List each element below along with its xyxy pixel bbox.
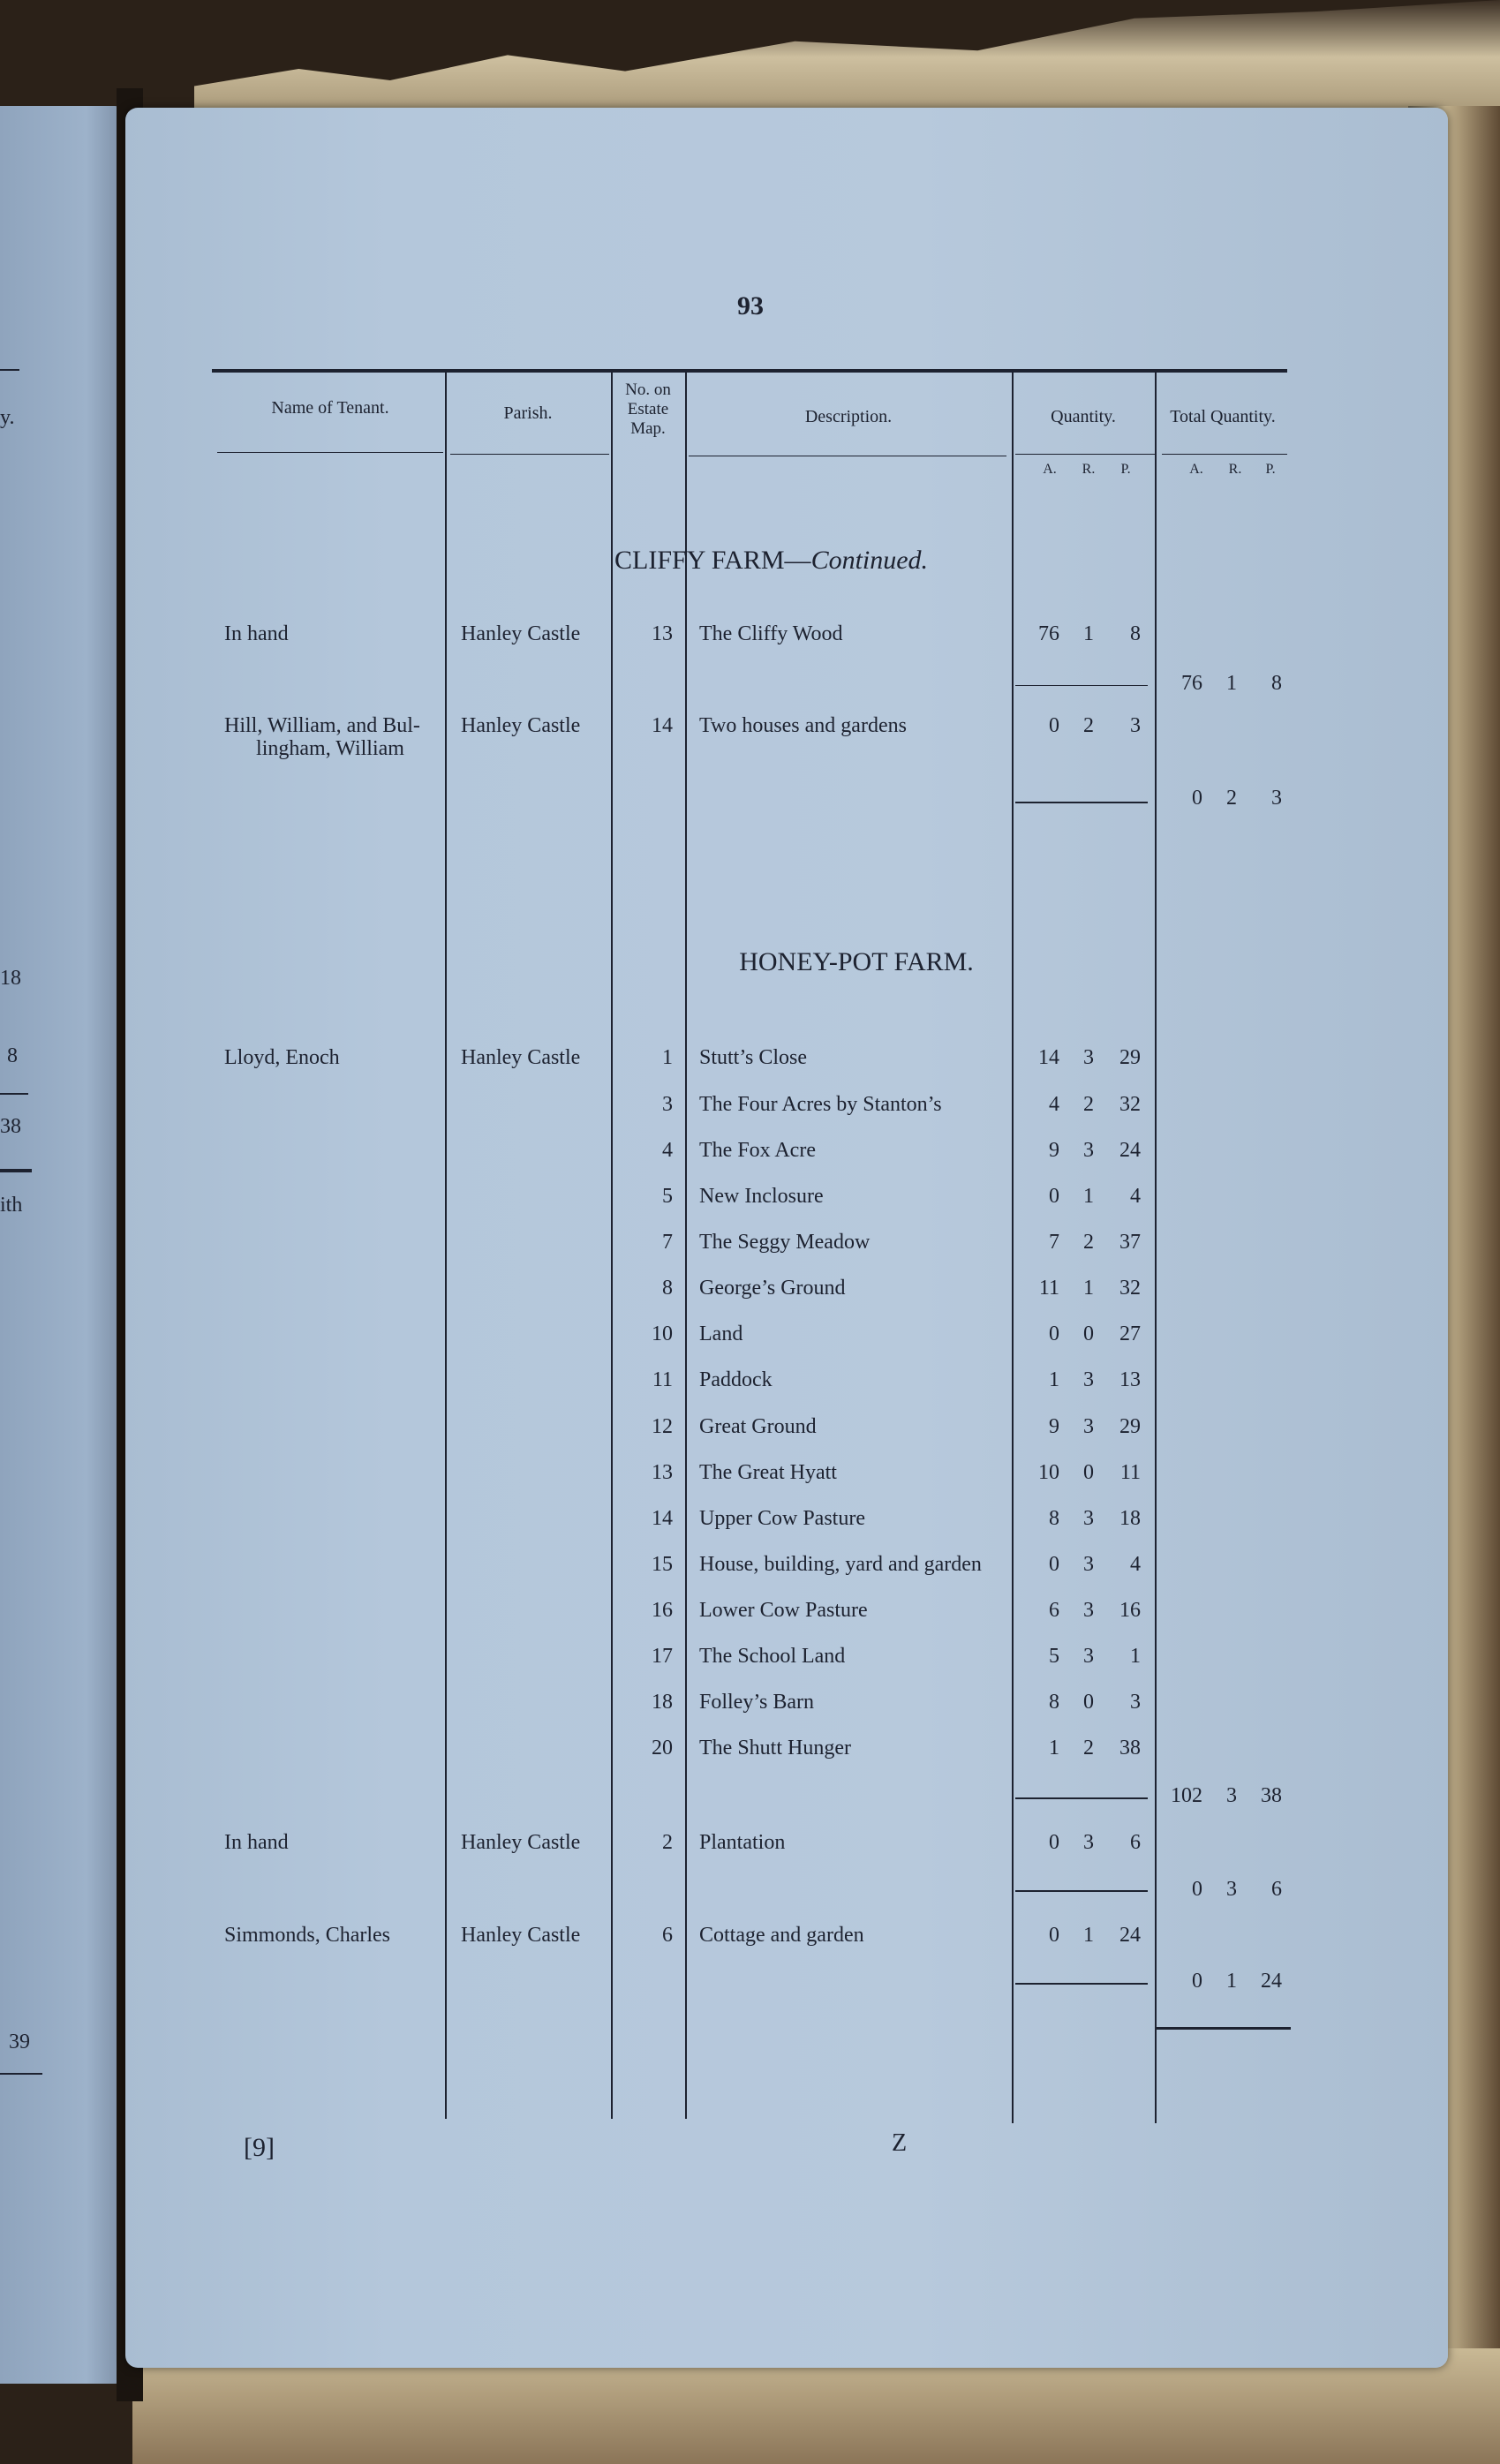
left-page: [0, 106, 124, 2384]
quantity-roods: 3: [1083, 1831, 1094, 1854]
estate-map-number: 6: [662, 1924, 673, 1947]
estate-map-number: 10: [652, 1322, 673, 1345]
header-roods: R.: [1082, 462, 1096, 477]
total-roods: 1: [1226, 672, 1237, 695]
estate-map-number: 20: [652, 1737, 673, 1759]
estate-map-number: 12: [652, 1415, 673, 1438]
total-acres: 0: [1192, 787, 1202, 810]
quantity-acres: 0: [1049, 714, 1059, 737]
quantity-acres: 14: [1038, 1046, 1059, 1069]
total-perches: 6: [1271, 1878, 1282, 1901]
tenant-name: In hand: [224, 622, 289, 645]
tenant-name: Simmonds, Charles: [224, 1924, 391, 1947]
header-underline: [1162, 454, 1287, 455]
header-acres: A.: [1043, 462, 1057, 477]
quantity-roods: 2: [1083, 1093, 1094, 1116]
header-map-no: Map.: [630, 419, 666, 438]
tenant-name: In hand: [224, 1831, 289, 1854]
quantity-perches: 16: [1119, 1599, 1141, 1622]
parcel-description: The Shutt Hunger: [699, 1737, 851, 1759]
parcel-description: George’s Ground: [699, 1277, 846, 1300]
tenant-name: Hill, William, and Bul-: [224, 714, 420, 737]
quantity-roods: 3: [1083, 1046, 1094, 1069]
parcel-description: Lower Cow Pasture: [699, 1599, 868, 1622]
header-roods: R.: [1228, 462, 1242, 477]
header-underline: [1015, 454, 1155, 455]
quantity-acres: 9: [1049, 1139, 1059, 1162]
parish-name: Hanley Castle: [461, 714, 581, 737]
quantity-perches: 32: [1119, 1277, 1141, 1300]
total-acres: 0: [1192, 1970, 1202, 1993]
subtotal-rule: [1015, 1983, 1148, 1985]
total-acres: 76: [1181, 672, 1202, 695]
left-page-fragment: 39: [9, 2031, 30, 2053]
parish-name: Hanley Castle: [461, 622, 581, 645]
parcel-description: Two houses and gardens: [699, 714, 907, 737]
quantity-roods: 3: [1083, 1645, 1094, 1668]
quantity-acres: 0: [1049, 1924, 1059, 1947]
total-perches: 38: [1261, 1784, 1282, 1807]
quantity-perches: 32: [1119, 1093, 1141, 1116]
parish-name: Hanley Castle: [461, 1831, 581, 1854]
subtotal-rule: [1015, 1890, 1148, 1892]
quantity-acres: 0: [1049, 1831, 1059, 1854]
quantity-perches: 3: [1130, 714, 1141, 737]
quantity-acres: 7: [1049, 1231, 1059, 1254]
quantity-perches: 37: [1119, 1231, 1141, 1254]
estate-map-number: 13: [652, 1461, 673, 1484]
left-page-fragment: y.: [0, 406, 15, 429]
parcel-description: Cottage and garden: [699, 1924, 864, 1947]
estate-map-number: 16: [652, 1599, 673, 1622]
header-map-no: Estate: [627, 400, 669, 418]
quantity-roods: 0: [1083, 1322, 1094, 1345]
estate-map-number: 2: [662, 1831, 673, 1854]
quantity-acres: 76: [1038, 622, 1059, 645]
quantity-perches: 4: [1130, 1553, 1141, 1576]
parcel-description: Paddock: [699, 1368, 773, 1391]
quantity-roods: 0: [1083, 1461, 1094, 1484]
quantity-roods: 3: [1083, 1507, 1094, 1530]
subtotal-rule: [1015, 802, 1148, 803]
quantity-roods: 3: [1083, 1599, 1094, 1622]
parcel-description: Upper Cow Pasture: [699, 1507, 865, 1530]
column-rule: [445, 371, 447, 2119]
quantity-perches: 18: [1119, 1507, 1141, 1530]
quantity-perches: 24: [1119, 1924, 1141, 1947]
quantity-perches: 3: [1130, 1691, 1141, 1714]
total-roods: 3: [1226, 1878, 1237, 1901]
header-parish: Parish.: [503, 403, 553, 423]
parcel-description: The Seggy Meadow: [699, 1231, 871, 1254]
quantity-acres: 10: [1038, 1461, 1059, 1484]
total-acres: 102: [1171, 1784, 1202, 1807]
quantity-roods: 3: [1083, 1139, 1094, 1162]
header-total-quantity: Total Quantity.: [1170, 407, 1276, 426]
parcel-description: New Inclosure: [699, 1185, 824, 1208]
quantity-acres: 8: [1049, 1507, 1059, 1530]
tenant-name: Lloyd, Enoch: [224, 1046, 340, 1069]
header-quantity: Quantity.: [1051, 407, 1116, 426]
quantity-perches: 29: [1119, 1415, 1141, 1438]
left-page-fragment: 8: [7, 1044, 18, 1067]
quantity-roods: 1: [1083, 1185, 1094, 1208]
quantity-acres: 8: [1049, 1691, 1059, 1714]
quantity-roods: 1: [1083, 1277, 1094, 1300]
quantity-perches: 11: [1119, 1461, 1141, 1484]
header-perches: P.: [1265, 462, 1276, 477]
quantity-roods: 3: [1083, 1368, 1094, 1391]
total-roods: 2: [1226, 787, 1237, 810]
quantity-acres: 5: [1049, 1645, 1059, 1668]
header-acres: A.: [1189, 462, 1203, 477]
quantity-acres: 0: [1049, 1553, 1059, 1576]
header-underline: [217, 452, 443, 453]
quantity-roods: 2: [1083, 1737, 1094, 1759]
subtotal-rule: [1015, 1797, 1148, 1799]
parcel-description: Plantation: [699, 1831, 786, 1854]
quantity-roods: 3: [1083, 1415, 1094, 1438]
quantity-acres: 0: [1049, 1185, 1059, 1208]
quantity-roods: 3: [1083, 1553, 1094, 1576]
signature-mark: [9]: [244, 2133, 275, 2162]
parish-name: Hanley Castle: [461, 1924, 581, 1947]
column-rule: [685, 371, 687, 2119]
estate-map-number: 3: [662, 1093, 673, 1116]
parcel-description: The Cliffy Wood: [699, 622, 843, 645]
estate-map-number: 5: [662, 1185, 673, 1208]
left-page-fragment: 18: [0, 967, 21, 990]
parcel-description: The Fox Acre: [699, 1139, 816, 1162]
estate-map-number: 8: [662, 1277, 673, 1300]
header-perches: P.: [1120, 462, 1131, 477]
estate-map-number: 17: [652, 1645, 673, 1668]
quantity-perches: 8: [1130, 622, 1141, 645]
parish-name: Hanley Castle: [461, 1046, 581, 1069]
subtotal-rule: [1015, 685, 1148, 686]
left-page-fragment: 38: [0, 1115, 21, 1138]
header-map-no: No. on: [625, 381, 671, 399]
estate-map-number: 15: [652, 1553, 673, 1576]
left-page-fragment: ith: [0, 1194, 23, 1217]
estate-map-number: 18: [652, 1691, 673, 1714]
quantity-perches: 13: [1119, 1368, 1141, 1391]
parcel-description: The Great Hyatt: [699, 1461, 837, 1484]
quantity-acres: 1: [1049, 1737, 1059, 1759]
quantity-perches: 27: [1119, 1322, 1141, 1345]
column-rule: [1155, 371, 1157, 2123]
quantity-roods: 2: [1083, 714, 1094, 737]
quantity-perches: 38: [1119, 1737, 1141, 1759]
table-top-rule: [212, 369, 1287, 373]
parcel-description: Land: [699, 1322, 743, 1345]
total-perches: 24: [1261, 1970, 1282, 1993]
section-title-honey-pot-farm: HONEY-POT FARM.: [739, 947, 974, 976]
quantity-roods: 1: [1083, 1924, 1094, 1947]
total-roods: 1: [1226, 1970, 1237, 1993]
parcel-description: Folley’s Barn: [699, 1691, 814, 1714]
total-perches: 3: [1271, 787, 1282, 810]
quantity-acres: 1: [1049, 1368, 1059, 1391]
estate-map-number: 11: [652, 1368, 673, 1391]
final-rule: [1157, 2027, 1291, 2030]
parcel-description: Great Ground: [699, 1415, 817, 1438]
total-acres: 0: [1192, 1878, 1202, 1901]
tenant-name: lingham, William: [256, 737, 404, 760]
quantity-perches: 4: [1130, 1185, 1141, 1208]
parcel-description: Stutt’s Close: [699, 1046, 808, 1069]
quantity-perches: 1: [1130, 1645, 1141, 1668]
gathering-letter: Z: [892, 2129, 908, 2157]
header-underline: [450, 454, 609, 455]
header-tenant: Name of Tenant.: [271, 398, 389, 418]
quantity-roods: 0: [1083, 1691, 1094, 1714]
quantity-acres: 4: [1049, 1093, 1059, 1116]
quantity-roods: 1: [1083, 622, 1094, 645]
quantity-acres: 0: [1049, 1322, 1059, 1345]
section-title-cliffy-farm: CLIFFY FARM—Continued.: [614, 546, 929, 575]
torn-paper-top: [194, 0, 1500, 115]
estate-map-number: 14: [652, 1507, 673, 1530]
estate-map-number: 1: [662, 1046, 673, 1069]
total-roods: 3: [1226, 1784, 1237, 1807]
column-rule: [1012, 371, 1014, 2123]
quantity-acres: 9: [1049, 1415, 1059, 1438]
quantity-acres: 6: [1049, 1599, 1059, 1622]
quantity-perches: 29: [1119, 1046, 1141, 1069]
total-perches: 8: [1271, 672, 1282, 695]
parcel-description: The School Land: [699, 1645, 846, 1668]
quantity-roods: 2: [1083, 1231, 1094, 1254]
parcel-description: House, building, yard and garden: [699, 1553, 982, 1576]
column-rule: [611, 371, 613, 2119]
quantity-perches: 6: [1130, 1831, 1141, 1854]
parcel-description: The Four Acres by Stanton’s: [699, 1093, 942, 1116]
quantity-perches: 24: [1119, 1139, 1141, 1162]
page-number: 93: [737, 291, 764, 320]
estate-map-number: 7: [662, 1231, 673, 1254]
estate-map-number: 4: [662, 1139, 673, 1162]
estate-map-number: 13: [652, 622, 673, 645]
estate-map-number: 14: [652, 714, 673, 737]
header-description: Description.: [804, 407, 893, 426]
quantity-acres: 11: [1038, 1277, 1059, 1300]
